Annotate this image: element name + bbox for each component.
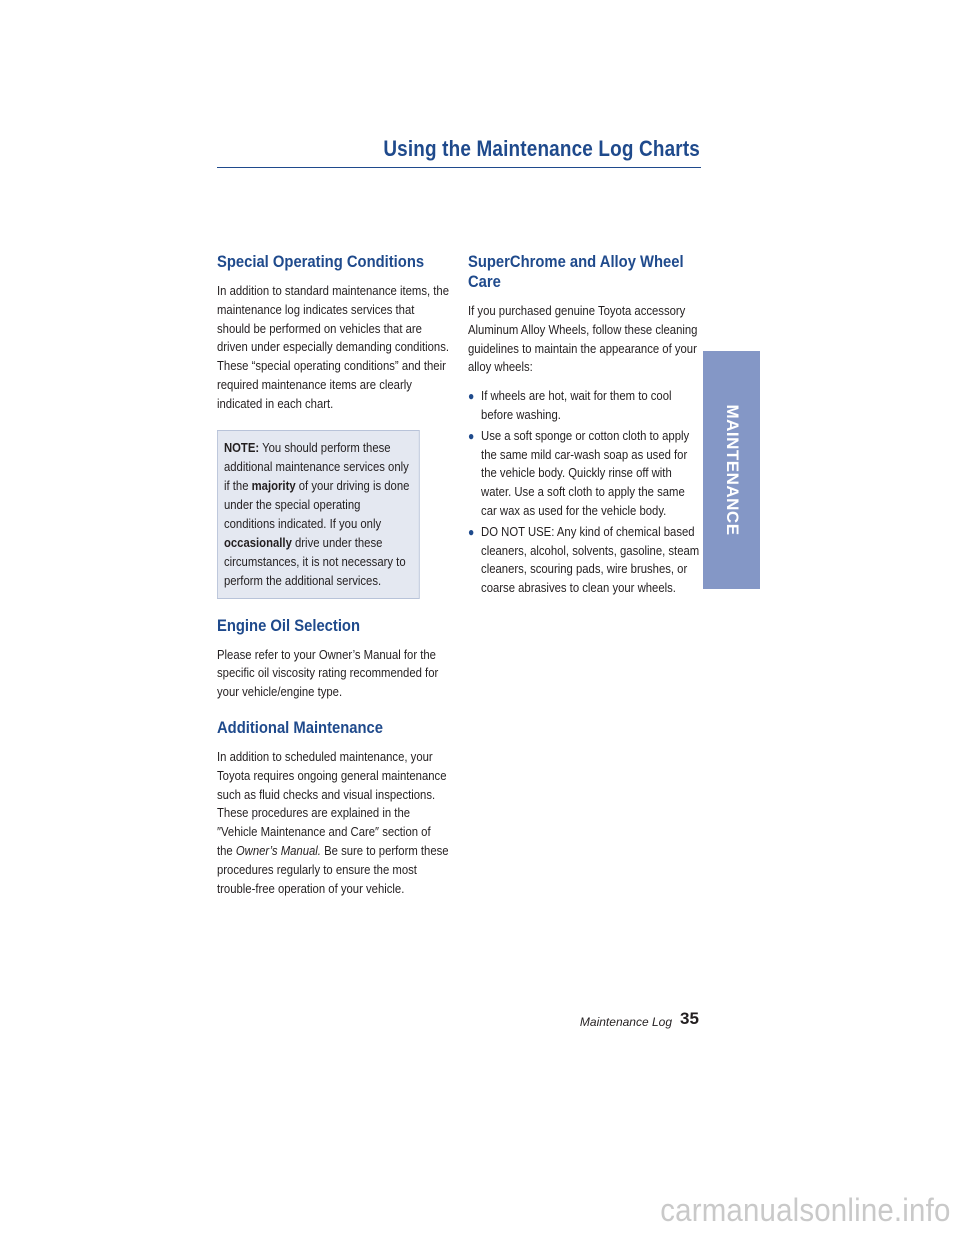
owners-manual-ref: Owner’s Manual. bbox=[235, 842, 321, 858]
engine-oil-body: Please refer to your Owner’s Manual for the specific oil viscosity rating recommended for your vehicle/engine type. bbox=[217, 646, 439, 700]
wheel-care-bullet-2: Use a soft sponge or cotton cloth to apply the same mild car-wash soap as used for the vehicle body. Quickly rinse off with water. Use a soft cloth to apply the same car wax as used for the vehicle body. bbox=[481, 427, 690, 518]
wheel-care-bullet-3: DO NOT USE: Any kind of chemical based cleaners, alcohol, solvents, gasoline, steam cleaners, scouring pads, wire brushes, or coarse abrasives to clean your wheels. bbox=[481, 523, 700, 596]
page-title: Using the Maintenance Log Charts bbox=[383, 136, 700, 161]
note-label: NOTE: bbox=[223, 439, 260, 455]
right-column bbox=[468, 252, 700, 598]
side-tab-label: MAINTENANCE bbox=[722, 404, 742, 536]
list-item bbox=[468, 427, 700, 521]
wheel-care-bullet-1: If wheels are hot, wait for them to cool before washing. bbox=[481, 388, 672, 422]
wheel-care-intro: If you purchased genuine Toyota accessory Aluminum Alloy Wheels, follow these cleaning guidelines to maintain the appearance of your alloy wheels: bbox=[468, 303, 698, 375]
special-conditions-body: In addition to standard maintenance items, the maintenance log indicates services that should be performed on vehicles that are driven under especially demanding conditions. These “special operating conditions” and their required maintenance items are clearly indicated in each chart. bbox=[217, 283, 450, 411]
watermark: carmanualsonline.info bbox=[659, 1192, 950, 1228]
wheel-care-heading: SuperChrome and Alloy Wheel Care bbox=[468, 252, 684, 291]
additional-maintenance-body bbox=[217, 748, 449, 898]
note-text-3: drive under these circumstances, it is not necessary to perform the additional services. bbox=[223, 534, 406, 588]
special-conditions-heading: Special Operating Conditions bbox=[217, 252, 425, 271]
page-number: 35 bbox=[680, 1009, 699, 1028]
additional-body-2: Be sure to perform these procedures regularly to ensure the most trouble-free operation of your vehicle. bbox=[217, 842, 449, 896]
note-text-2: of your driving is done under the special operating conditions indicated. If you only bbox=[223, 477, 410, 531]
left-column bbox=[217, 252, 449, 898]
wheel-care-list bbox=[468, 387, 700, 598]
title-rule bbox=[217, 167, 701, 168]
bullet-dot-icon: ● bbox=[468, 389, 475, 404]
note-majority: majority bbox=[251, 477, 296, 493]
footer-label: Maintenance Log bbox=[579, 1015, 672, 1029]
engine-oil-heading: Engine Oil Selection bbox=[217, 615, 361, 635]
right-column-content bbox=[468, 252, 700, 598]
bullet-dot-icon: ● bbox=[468, 428, 475, 443]
note-occasionally: occasionally bbox=[223, 534, 292, 550]
additional-maintenance-heading: Additional Maintenance bbox=[217, 717, 383, 737]
bullet-dot-icon: ● bbox=[468, 524, 475, 539]
note-text-1: You should perform these additional maintenance services only if the bbox=[223, 439, 409, 493]
list-item bbox=[468, 523, 700, 598]
note-box bbox=[217, 430, 420, 599]
left-column-content bbox=[217, 252, 449, 898]
section-side-tab bbox=[703, 351, 760, 589]
additional-body-1: In addition to scheduled maintenance, your Toyota requires ongoing general maintenance such as fluid checks and visual inspections. These procedures are explained in the ″Vehicle Maintenance and Care″ section of the bbox=[217, 748, 447, 858]
note-text bbox=[224, 438, 413, 590]
list-item bbox=[468, 387, 700, 425]
